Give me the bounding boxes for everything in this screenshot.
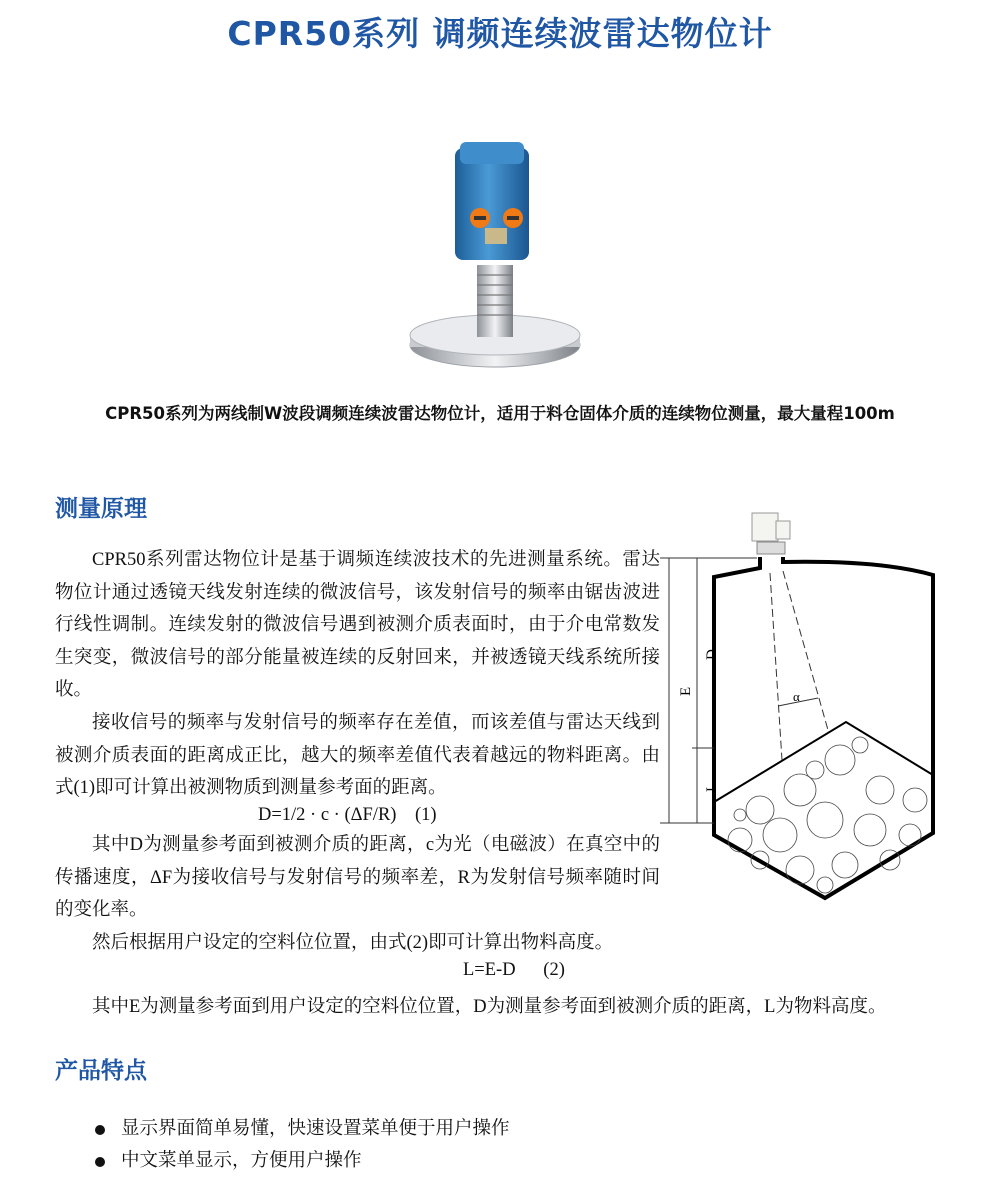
section-heading-features: 产品特点 [55,1058,147,1084]
principle-paragraph-5: 其中E为测量参考面到用户设定的空料位位置，D为测量参考面到被测介质的距离，L为物料高度。 [92,997,887,1017]
silo-outline [714,557,933,898]
feature-item [95,1146,362,1172]
feature-text: 中文菜单显示，方便用户操作 [121,1151,362,1171]
principle-paragraph-4: 然后根据用户设定的空料位位置，由式(2)即可计算出物料高度。 [92,933,614,953]
beam-line-left [770,573,782,760]
principle-paragraph-2: 接收信号的频率与发射信号的频率存在差值，而该差值与雷达天线到被测介质表面的距离成正比，越大的频率差值代表着越远的物料距离。由式(1)即可计算出被测物质到测量参考面的距离。 [55,713,660,799]
material-texture [728,737,927,893]
radar-sensor-icon [752,513,790,554]
section-heading-principle: 测量原理 [55,496,147,522]
page-title: CPR50系列 调频连续波雷达物位计 [227,14,773,53]
label-L: L [704,782,720,792]
formula-1: D=1/2 · c · (ΔF/R) (1) [258,805,437,825]
feature-text: 显示界面简单易懂，快速设置菜单便于用户操作 [121,1119,510,1139]
feature-item [95,1114,510,1140]
product-description: CPR50系列为两线制W波段调频连续波雷达物位计，适用于料仓固体介质的连续物位测量，最大量程100m [105,404,895,423]
bullet-icon [95,1125,105,1135]
label-alpha: α [793,689,800,704]
label-D: D [704,649,720,660]
bullet-icon [95,1157,105,1167]
label-E: E [678,686,694,696]
formula-2: L=E-D (2) [463,960,565,980]
principle-paragraph-3: 其中D为测量参考面到被测介质的距离，c为光（电磁波）在真空中的传播速度，ΔF为接收信号与发射信号的频率差，R为发射信号频率随时间的变化率。 [55,835,660,921]
principle-paragraph-1: CPR50系列雷达物位计是基于调频连续波技术的先进测量系统。雷达物位计通过透镜天线发射连续的微波信号，该发射信号的频率由锯齿波进行线性调制。连续发射的微波信号遇到被测介质表面时，由于介电常数发生突变，微波信号的部分能量被连续的反射回来，并被透镜天线系统所接收。 [55,550,660,701]
beam-line-right [783,571,828,730]
